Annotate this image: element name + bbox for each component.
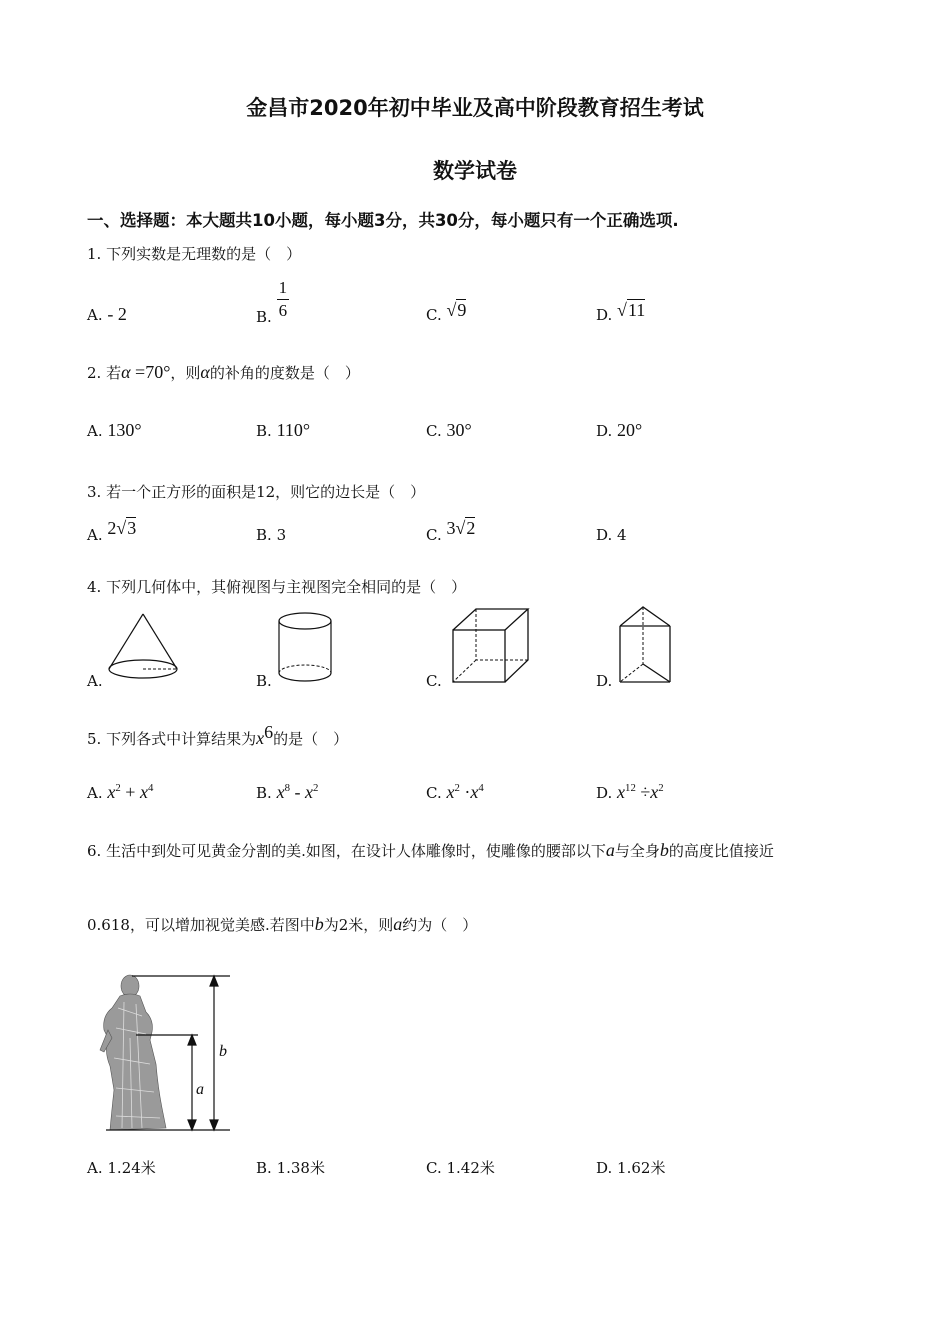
question-2-option-a: A. 130° [87,420,142,440]
alpha-symbol: α [121,362,131,382]
label-b: b [219,1043,227,1060]
question-6-stem-line-2: 0.618，可以增加视觉美感.若图中b为2米，则a约为（ ） [87,914,478,934]
cylinder-icon [277,612,333,684]
question-3-option-c: C. 3√2 [426,518,476,544]
section-heading: 一、选择题：本大题共10小题，每小题3分，共30分，每小题只有一个正确选项. [87,211,679,230]
question-2-stem: 2. 若α =70°，则α的补角的度数是（ ） [87,362,360,382]
question-4-option-b-label: B. [256,672,272,690]
question-2-option-b: B. 110° [256,420,311,440]
question-6-option-b: B. 1.38米 [256,1159,325,1177]
question-4-option-a-label: A. [87,672,103,690]
question-2-option-d: D. 20° [596,420,643,440]
question-5-option-c: C. $x^2 \cdot x^4$ [426,782,484,802]
question-5-option-d: D. $x^{12} \div x^2$ [596,782,664,802]
statue-figure [96,968,246,1138]
cone-icon [108,612,178,682]
question-5-stem: 5. 下列各式中计算结果为$x^6$的是（ ） [87,722,349,748]
question-3-option-d: D. 4 [596,526,627,544]
question-3-option-a: A. 2√3 [87,518,137,544]
question-4-option-c-label: C. [426,672,442,690]
sqrt-expression: √11 [617,300,646,320]
question-4-stem: 4. 下列几何体中，其俯视图与主视图完全相同的是（ ） [87,578,467,596]
question-6-option-c: C. 1.42米 [426,1159,495,1177]
question-1-stem: 1. 下列实数是无理数的是（ ） [87,245,302,263]
option-value: - 2 [107,304,127,324]
question-1-option-a: A. - 2 [87,304,127,324]
cube-icon [452,608,530,684]
question-6-option-a: A. 1.24米 [87,1159,156,1177]
question-5-option-b: B. $x^8 - x^2$ [256,782,319,802]
sqrt-expression: √9 [446,300,467,320]
fraction: $\frac{1}{6}$ [278,278,288,320]
question-5-option-a: A. $x^2 + x^4$ [87,782,154,802]
sqrt-expression: 2√3 [107,518,137,538]
exam-subtitle: 数学试卷 [433,159,517,183]
question-6-option-d: D. 1.62米 [596,1159,666,1177]
sqrt-expression: 3√2 [446,518,476,538]
exam-title: 金昌市2020年初中毕业及高中阶段教育招生考试 [246,96,704,120]
question-3-option-b: B. 3 [256,526,287,544]
statue-silhouette [100,975,166,1130]
triangular-prism-icon [617,606,673,686]
question-1-option-b: B. $\frac{1}{6}$ [256,278,288,326]
question-1-option-c: C. √9 [426,300,467,324]
question-3-stem: 3. 若一个正方形的面积是12，则它的边长是（ ） [87,483,426,501]
alpha-symbol: α [200,362,210,382]
question-2-option-c: C. 30° [426,420,472,440]
label-a: a [196,1081,204,1098]
question-1-option-d: D. √11 [596,300,646,324]
question-4-option-d-label: D. [596,672,613,690]
question-6-stem-line-1: 6. 生活中到处可见黄金分割的美.如图，在设计人体雕像时，使雕像的腰部以下a与全身b的高度比值接近 [87,840,774,860]
